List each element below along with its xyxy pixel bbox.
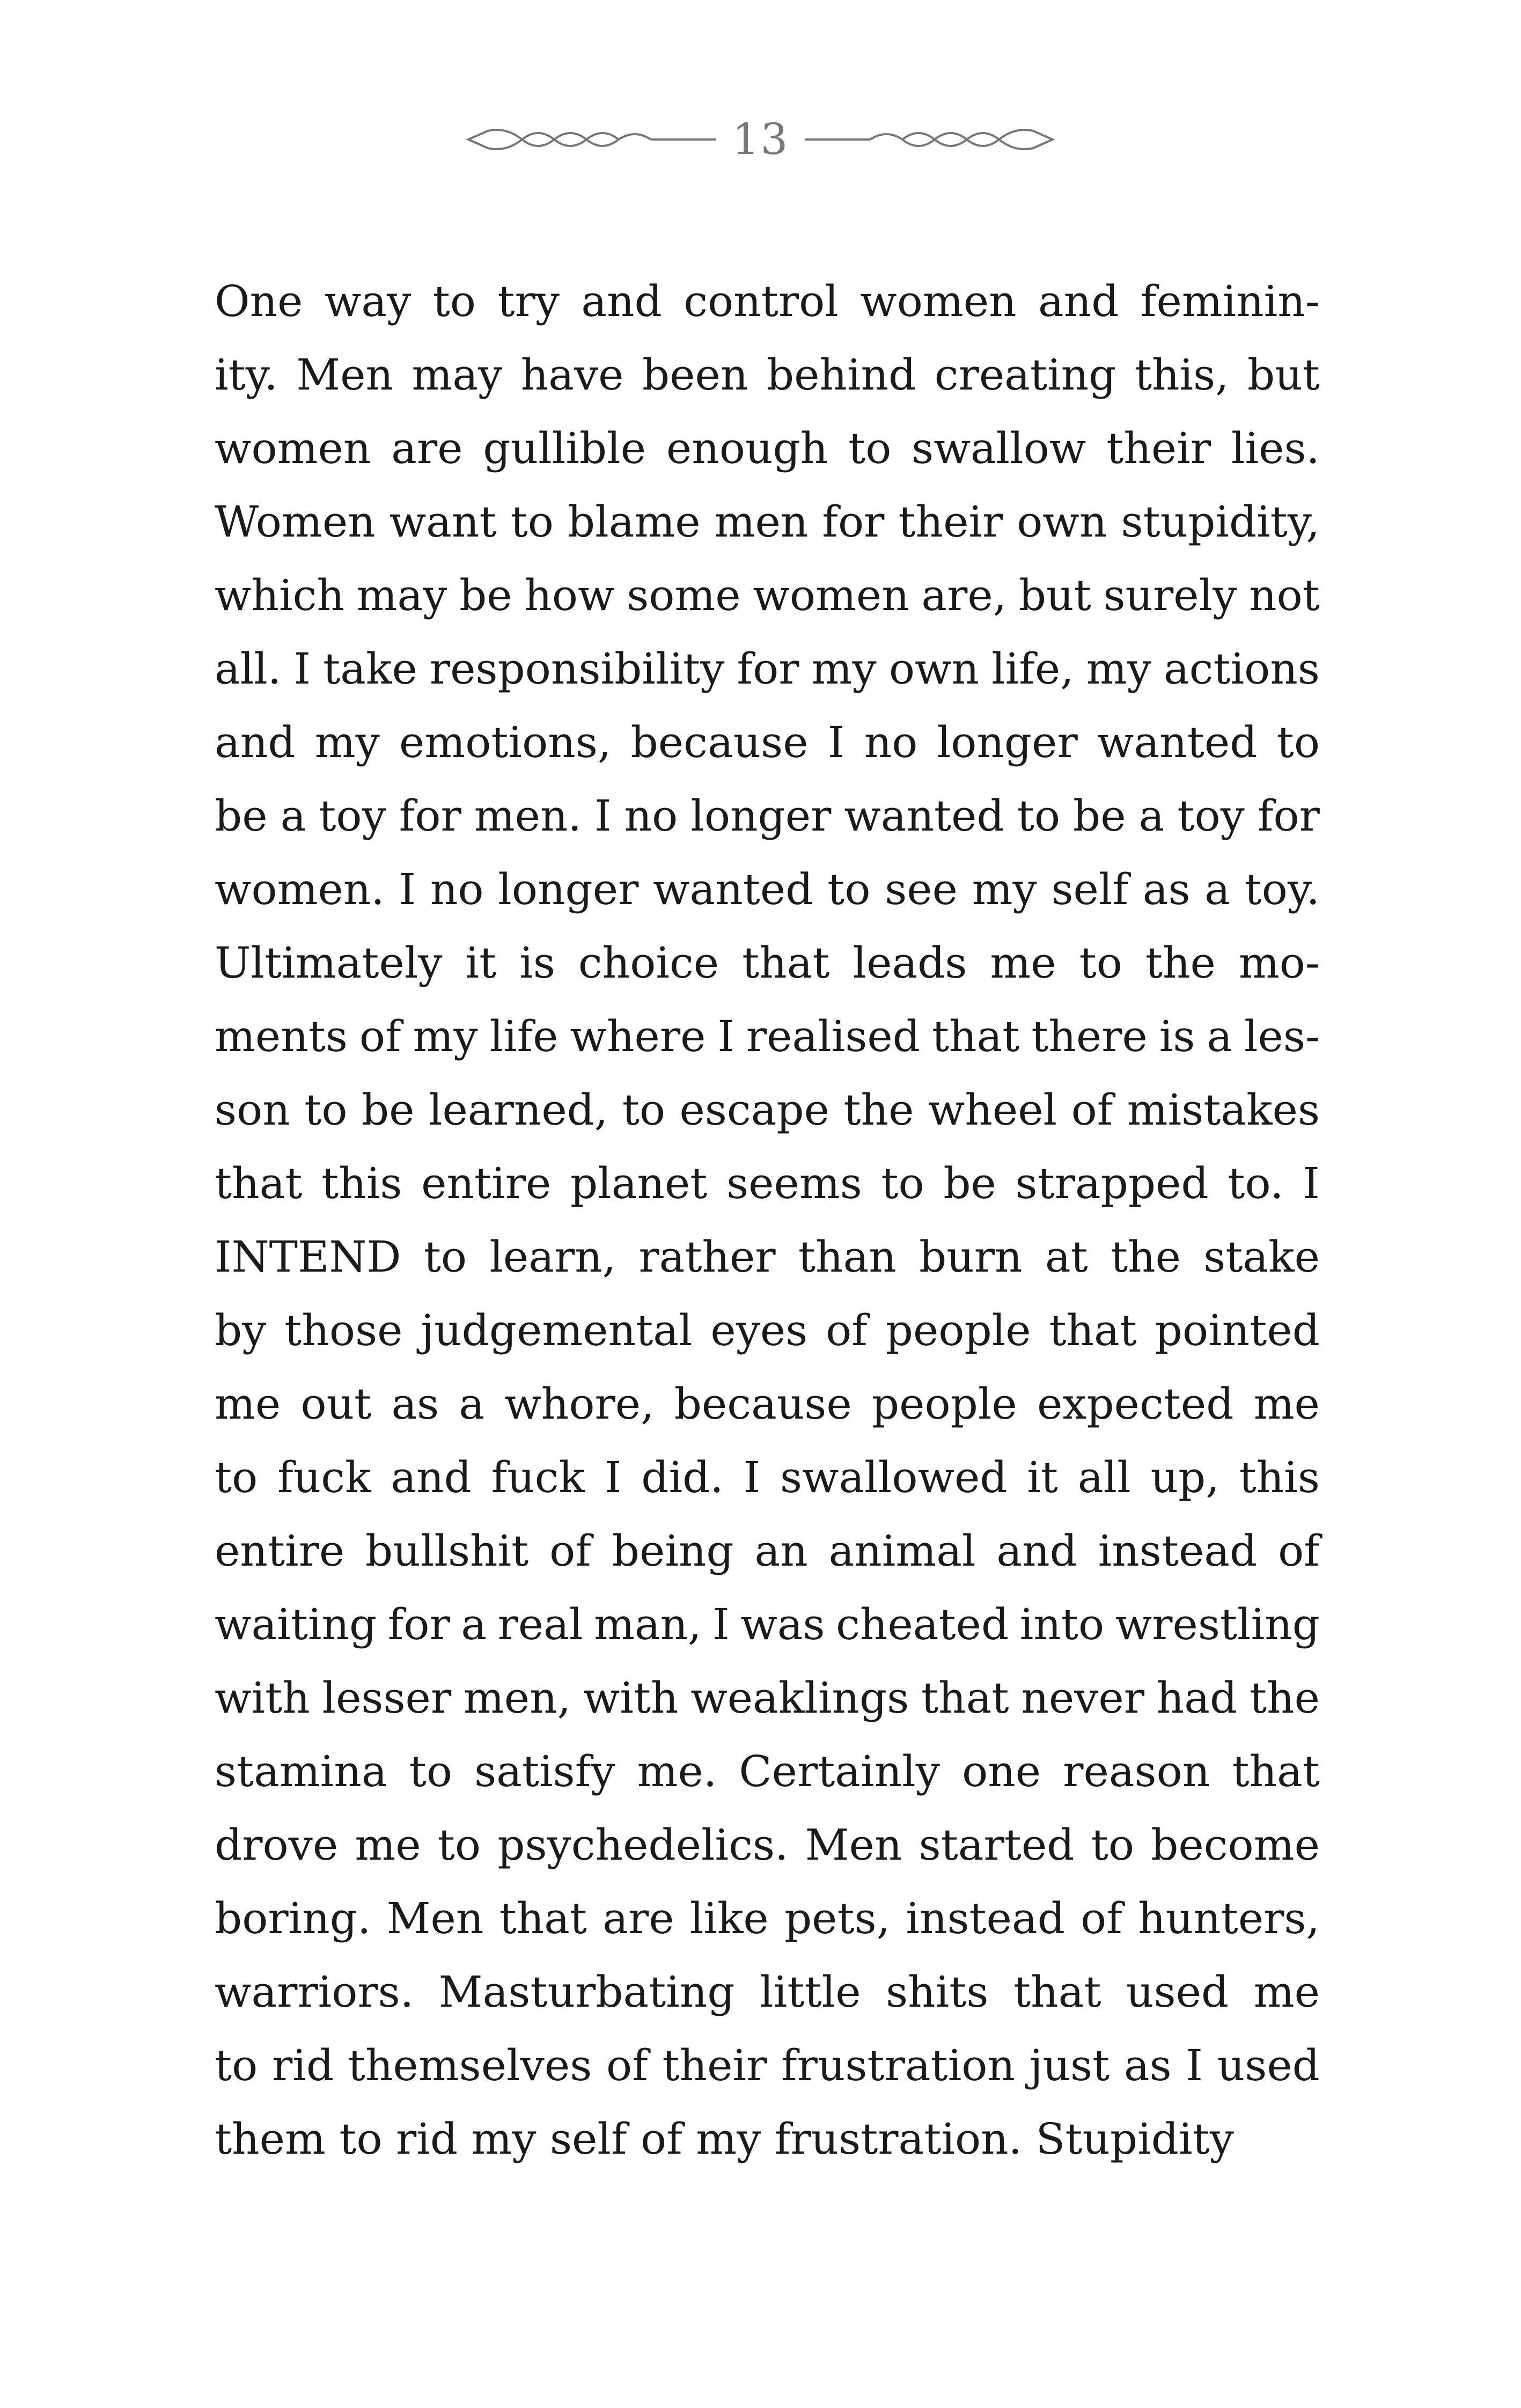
word: me — [215, 1379, 281, 1429]
text-line — [215, 1073, 1320, 1147]
word: instead — [1098, 1526, 1258, 1576]
word: to — [215, 1452, 258, 1502]
word: to — [304, 1085, 348, 1135]
word: of — [606, 2040, 648, 2090]
word: with — [215, 1673, 310, 1723]
word: lies. — [1231, 423, 1320, 473]
word: some — [627, 570, 741, 620]
word: fuck — [277, 1452, 371, 1502]
word: wheel — [928, 1085, 1057, 1135]
word: take — [323, 644, 417, 694]
word: my — [413, 1011, 478, 1061]
word: are — [391, 423, 463, 473]
word: responsibility — [429, 644, 725, 694]
word: started — [919, 1820, 1075, 1870]
word: up, — [1150, 1452, 1219, 1502]
word: me — [990, 938, 1056, 988]
word: but — [1247, 350, 1320, 400]
word: it — [1027, 1452, 1059, 1502]
word: boring. — [215, 1893, 371, 1943]
word: be — [215, 791, 268, 841]
word: entire — [215, 1526, 345, 1576]
word: women — [860, 276, 1017, 326]
word: learn, — [489, 1232, 616, 1282]
word: had — [1156, 1673, 1238, 1723]
word: cheated — [836, 1599, 1009, 1649]
word: try — [497, 276, 560, 326]
word: to — [423, 1232, 467, 1282]
word: Certainly — [739, 1746, 940, 1796]
word: women — [753, 570, 909, 620]
word: that — [931, 1011, 1020, 1061]
word: and — [996, 1526, 1077, 1576]
word: instead — [906, 1893, 1065, 1943]
word: little — [760, 1967, 861, 2017]
word: control — [684, 276, 839, 326]
word: les- — [1244, 1011, 1320, 1061]
word: warriors. — [215, 1967, 414, 2017]
word: be — [943, 1158, 996, 1208]
word: psychedelics. — [497, 1820, 789, 1870]
word: is — [1159, 1011, 1195, 1061]
word: the — [843, 1085, 914, 1135]
word: never — [1021, 1673, 1144, 1723]
word: burn — [919, 1232, 1023, 1282]
word: enough — [666, 423, 828, 473]
word: lesser — [322, 1673, 452, 1723]
word: fuck — [491, 1452, 585, 1502]
word: women. — [215, 864, 385, 914]
word: that — [921, 1673, 1009, 1723]
word: it — [465, 938, 497, 988]
word: and — [1038, 276, 1119, 326]
word: not — [1249, 570, 1320, 620]
word: as — [1123, 2040, 1172, 2090]
word: the — [1110, 1232, 1181, 1282]
word: ity. — [215, 350, 278, 400]
word: behind — [766, 350, 916, 400]
word: to — [1276, 717, 1320, 767]
word: choice — [578, 938, 719, 988]
word: strapped — [1015, 1158, 1209, 1208]
word: because — [674, 1379, 852, 1429]
word: learned, — [428, 1085, 608, 1135]
word: where — [570, 1011, 706, 1061]
word: as — [1142, 864, 1191, 914]
word: I — [604, 1452, 622, 1502]
word: for — [1257, 791, 1320, 841]
word: men — [714, 497, 809, 547]
word: people — [885, 1305, 1031, 1355]
left-ornament-icon — [466, 123, 718, 156]
word: creating — [934, 350, 1116, 400]
word: ments — [215, 1011, 348, 1061]
word: there — [1031, 1011, 1148, 1061]
word: to — [1017, 791, 1061, 841]
word: gullible — [483, 423, 646, 473]
word: used — [1217, 2040, 1320, 2090]
word: this — [1239, 1452, 1320, 1502]
word: seems — [726, 1158, 862, 1208]
word: planet — [570, 1158, 708, 1208]
word: longer — [937, 717, 1078, 767]
word: expected — [1037, 1379, 1234, 1429]
word: entire — [421, 1158, 552, 1208]
word: of — [549, 1526, 591, 1576]
word: feminin- — [1140, 276, 1320, 326]
word: for — [822, 497, 885, 547]
word: Ultimately — [215, 938, 443, 988]
word: I — [717, 1011, 734, 1061]
word: frustration — [781, 2040, 1015, 2090]
word: realised — [746, 1011, 920, 1061]
word: self — [1051, 864, 1129, 914]
word: I — [743, 1452, 761, 1502]
word: used — [1126, 1967, 1229, 2017]
word: that — [1232, 1746, 1320, 1796]
word: as — [391, 1379, 439, 1429]
page-number: 13 — [732, 114, 789, 164]
word: been — [642, 350, 748, 400]
text-line — [215, 338, 1320, 412]
word: wanted — [844, 791, 1004, 841]
word: and — [391, 1452, 472, 1502]
word: toy — [1177, 791, 1245, 841]
word: shits — [886, 1967, 989, 2017]
word: I — [1186, 2040, 1203, 2090]
word: to — [1091, 1820, 1134, 1870]
word: judgemental — [421, 1305, 693, 1355]
text-line — [215, 559, 1320, 632]
word: a — [1138, 791, 1165, 841]
word: stamina — [215, 1746, 387, 1796]
word: pets, — [784, 1893, 891, 1943]
word: drove — [215, 1820, 339, 1870]
word: to — [409, 1746, 453, 1796]
word: satisfy — [474, 1746, 615, 1796]
word: wrestling — [1115, 1599, 1320, 1649]
word: a — [1204, 864, 1230, 914]
word: actions — [1163, 644, 1320, 694]
word: was — [740, 1599, 825, 1649]
word: is — [519, 938, 555, 988]
word: I — [827, 717, 845, 767]
word: did. — [641, 1452, 724, 1502]
word: into — [1019, 1599, 1105, 1649]
word: real — [497, 1599, 583, 1649]
word: pointed — [1155, 1305, 1320, 1355]
word: my — [1086, 644, 1151, 694]
word: to — [432, 276, 476, 326]
word: to — [881, 1158, 924, 1208]
word: an — [754, 1526, 808, 1576]
word: that — [742, 938, 830, 988]
word: own — [1017, 497, 1107, 547]
word: for — [399, 791, 461, 841]
text-line — [215, 485, 1320, 559]
word: I — [1303, 1158, 1320, 1208]
word: emotions, — [399, 717, 612, 767]
text-line — [215, 1000, 1320, 1073]
word: being — [612, 1526, 734, 1576]
word: this, — [1134, 350, 1229, 400]
word: than — [798, 1232, 897, 1282]
word: eyes — [710, 1305, 808, 1355]
word: are — [602, 1893, 674, 1943]
word: rather — [638, 1232, 776, 1282]
body-text — [215, 265, 1320, 2176]
word: just — [1029, 2040, 1110, 2090]
word: to — [622, 1085, 666, 1135]
text-line — [215, 1882, 1320, 1955]
word: the — [1145, 938, 1216, 988]
word: become — [1151, 1820, 1320, 1870]
word: man, — [594, 1599, 702, 1649]
word: those — [284, 1305, 403, 1355]
word: bullshit — [365, 1526, 529, 1576]
word: to — [848, 423, 892, 473]
text-line — [215, 265, 1320, 338]
word: to. — [1228, 1158, 1284, 1208]
text-line — [215, 1661, 1320, 1735]
word: of — [1081, 1893, 1122, 1943]
word: a — [280, 791, 306, 841]
word: by — [215, 1305, 267, 1355]
word: waiting — [215, 1599, 377, 1649]
text-line — [215, 1147, 1320, 1220]
word: leads — [853, 938, 967, 988]
text-line — [215, 1955, 1320, 2029]
text-line — [215, 1220, 1320, 1294]
word: are, — [921, 570, 1007, 620]
text-line — [215, 2029, 1320, 2102]
word: One — [215, 276, 303, 326]
word: Men — [296, 350, 393, 400]
word: be — [459, 570, 512, 620]
word: have — [520, 350, 624, 400]
word: one — [962, 1746, 1041, 1796]
word: animal — [828, 1526, 976, 1576]
right-ornament-icon — [803, 123, 1055, 156]
word: mo- — [1238, 938, 1320, 988]
word: I — [712, 1599, 730, 1649]
word: their — [662, 2040, 767, 2090]
word: the — [1249, 1673, 1320, 1723]
word: I — [594, 791, 612, 841]
word: longer — [690, 791, 832, 841]
word: that — [1013, 1967, 1101, 2017]
word: all — [1077, 1452, 1131, 1502]
word: for — [387, 1599, 450, 1649]
word: my — [314, 717, 380, 767]
word: a — [459, 1379, 485, 1429]
word: me. — [637, 1746, 717, 1796]
word: wanted — [1097, 717, 1258, 767]
word: people — [871, 1379, 1017, 1429]
word: Women — [215, 497, 376, 547]
text-line — [215, 1514, 1320, 1588]
word: to — [437, 1820, 481, 1870]
word: to — [215, 2040, 258, 2090]
word: may — [412, 350, 503, 400]
word: own — [888, 644, 979, 694]
word: Masturbating — [438, 1967, 735, 2017]
word: of — [359, 1011, 401, 1061]
word: be — [361, 1085, 415, 1135]
word: whore, — [504, 1379, 655, 1429]
word: I — [399, 864, 416, 914]
word: to — [827, 864, 871, 914]
word: stake — [1203, 1232, 1320, 1282]
word: men, — [463, 1673, 571, 1723]
word: their — [1106, 423, 1211, 473]
text-line — [215, 1294, 1320, 1367]
word: me — [1253, 1967, 1320, 2017]
word: with — [583, 1673, 679, 1723]
word: and — [581, 276, 662, 326]
word: to — [1079, 938, 1122, 988]
word: this — [321, 1158, 402, 1208]
text-line — [215, 779, 1320, 853]
word: me — [355, 1820, 421, 1870]
word: themselves — [348, 2040, 592, 2090]
word: swallowed — [780, 1452, 1008, 1502]
word: escape — [679, 1085, 829, 1135]
word: my — [972, 864, 1037, 914]
word: of — [1278, 1526, 1320, 1576]
word: Men — [805, 1820, 902, 1870]
word: stupidity, — [1121, 497, 1320, 547]
word: Men — [386, 1893, 484, 1943]
word: wanted — [653, 864, 813, 914]
word: a — [461, 1599, 487, 1649]
word: all. — [215, 644, 282, 694]
text-line — [215, 706, 1320, 779]
text-line — [215, 1588, 1320, 1661]
word: no — [624, 791, 678, 841]
word: out — [300, 1379, 372, 1429]
word: weaklings — [690, 1673, 909, 1723]
word: blame — [567, 497, 701, 547]
word: son — [215, 1085, 290, 1135]
word: surely — [1103, 570, 1237, 620]
word: way — [324, 276, 412, 326]
word: mistakes — [1127, 1085, 1320, 1135]
word: and — [215, 717, 296, 767]
word: reason — [1063, 1746, 1210, 1796]
word: toy. — [1244, 864, 1320, 914]
word: no — [430, 864, 484, 914]
word: INTEND — [215, 1232, 401, 1282]
word: may — [356, 570, 447, 620]
word: their — [898, 497, 1003, 547]
word: I — [293, 644, 311, 694]
word: but — [1018, 570, 1091, 620]
word: toy — [319, 791, 386, 841]
word: to — [510, 497, 554, 547]
word: of — [1071, 1085, 1113, 1135]
word: which — [215, 570, 344, 620]
text-line — [215, 412, 1320, 485]
word: a — [1207, 1011, 1233, 1061]
word: like — [689, 1893, 769, 1943]
text-line — [215, 1367, 1320, 1441]
word: want — [389, 497, 497, 547]
word: my — [811, 644, 877, 694]
text-line — [215, 1735, 1320, 1808]
word: men. — [474, 791, 582, 841]
text-line — [215, 926, 1320, 1000]
text-line — [215, 1808, 1320, 1882]
word: me — [1253, 1379, 1320, 1429]
word: of — [826, 1305, 868, 1355]
text-line: them to rid my self of my frustration. Stupidity — [215, 2114, 1234, 2164]
word: for — [737, 644, 799, 694]
word: longer — [498, 864, 639, 914]
word: life, — [991, 644, 1074, 694]
word: life — [489, 1011, 559, 1061]
word: how — [524, 570, 615, 620]
word: that — [1049, 1305, 1137, 1355]
word: rid — [272, 2040, 334, 2090]
word: hunters, — [1138, 1893, 1320, 1943]
word: because — [630, 717, 809, 767]
word: see — [885, 864, 958, 914]
word: that — [499, 1893, 587, 1943]
word: swallow — [912, 423, 1086, 473]
text-line — [215, 853, 1320, 926]
word: be — [1073, 791, 1126, 841]
word: that — [215, 1158, 303, 1208]
text-line — [215, 1441, 1320, 1514]
word: women — [215, 423, 371, 473]
page-header — [0, 107, 1521, 172]
text-line — [215, 632, 1320, 706]
word: at — [1045, 1232, 1088, 1282]
word: no — [864, 717, 918, 767]
